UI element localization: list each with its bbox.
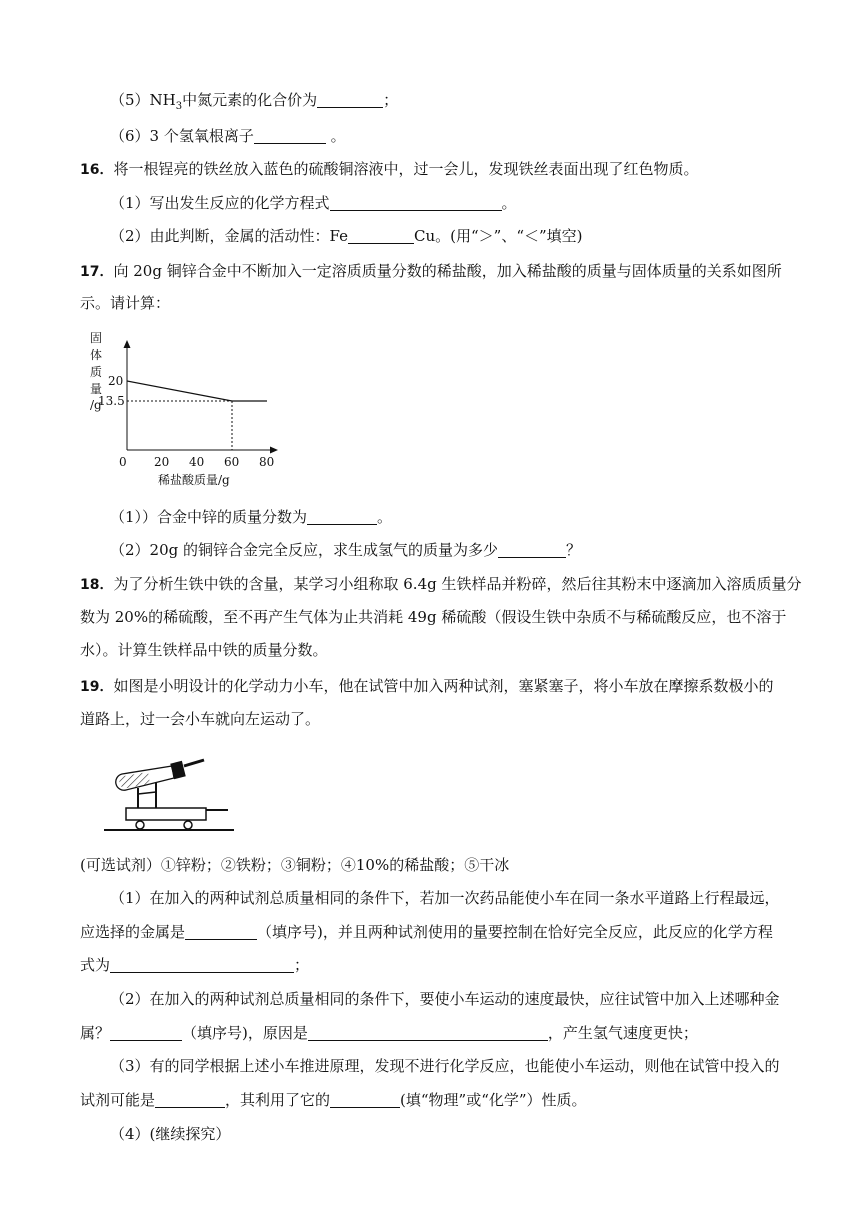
q19-part3-line1: （3）有的同学根据上述小车推进原理，发现不进行化学反应，也能使小车运动，则他在试管中投入的 [110, 1057, 780, 1075]
q16-2-text: （2）由此判断，金属的活动性：Fe [110, 227, 349, 245]
q18-text: 为了分析生铁中铁的含量，某学习小组称取 6.4g 生铁样品并粉碎，然后往其粉末中逐滴加入溶质质量分 [113, 575, 802, 593]
x-tick-label: 80 [259, 455, 275, 469]
q15-part5 [110, 90, 398, 110]
q15-6-text: （6）3 个氢氧根离子 [110, 127, 254, 145]
q18-line2: 数为 20%的稀硫酸，至不再产生气体为止共消耗 49g 稀硫酸（假设生铁中杂质不与稀硫酸反应，也不溶于 [80, 608, 787, 626]
q17-2-text: （2）20g 的铜锌合金完全反应，求生成氢气的质量为多少 [110, 541, 499, 559]
q19-3-text-mid: ，其利用了它的 [225, 1091, 331, 1109]
answer-blank[interactable] [330, 1091, 400, 1108]
q19-1-text-eq: 式为 [80, 956, 111, 974]
q16-stem [80, 159, 699, 180]
y-axis-arrow [124, 340, 131, 348]
q16-stem-text: 将一根锃亮的铁丝放入蓝色的硫酸铜溶液中，过一会儿，发现铁丝表面出现了红色物质。 [113, 160, 699, 178]
q17-stem-line2: 示。请计算： [80, 294, 171, 312]
q18-line1 [80, 574, 801, 595]
q15-5-text: 中氮元素的化合价为 [182, 91, 318, 109]
q19-line2: 道路上，过一会小车就向左运动了。 [80, 710, 321, 728]
series-line [127, 381, 267, 401]
q19-part3-line2 [80, 1090, 587, 1110]
question-number: 18． [80, 577, 114, 593]
answer-blank[interactable] [110, 1024, 182, 1041]
solid-mass-chart [84, 328, 294, 498]
answer-blank[interactable] [155, 1091, 225, 1108]
answer-blank[interactable] [330, 194, 502, 211]
y-axis-label-char-2: 体 [90, 348, 103, 362]
wheel-icon [136, 821, 144, 829]
q19-part2-line2 [80, 1023, 698, 1043]
car-body [126, 808, 206, 820]
test-tube-icon [116, 760, 204, 790]
q16-1-text: （1）写出发生反应的化学方程式 [110, 194, 330, 212]
q16-2-end: Cu。(用“＞”、“＜”填空) [414, 227, 583, 245]
q19-2-text-mid: （填序号)，原因是 [182, 1024, 308, 1042]
q15-5-end: ； [383, 91, 399, 109]
q19-text: 如图是小明设计的化学动力小车，他在试管中加入两种试剂，塞紧塞子，将小车放在摩擦系数极小的 [113, 677, 774, 695]
q16-1-end: 。 [501, 194, 517, 212]
q19-part4: （4）(继续探究） [110, 1125, 231, 1143]
q19-3-end: (填“物理”或“化学”）性质。 [400, 1091, 587, 1109]
question-number: 17． [80, 264, 114, 280]
answer-blank[interactable] [348, 227, 414, 244]
question-number: 19． [80, 679, 114, 695]
q19-part2-line1: （2）在加入的两种试剂总质量相同的条件下，要使小车运动的速度最快，应往试管中加入上述哪种金 [110, 990, 780, 1008]
x-tick-label: 60 [224, 455, 240, 469]
q17-part2 [110, 540, 581, 560]
q19-part1-line3 [80, 955, 309, 975]
wheel-icon [184, 821, 192, 829]
q19-2-text: 属？ [80, 1024, 111, 1042]
q15-part6 [110, 126, 346, 146]
q16-part2 [110, 226, 583, 246]
x-tick-label: 40 [189, 455, 205, 469]
q15-6-end: 。 [330, 127, 346, 145]
question-number: 16． [80, 162, 114, 178]
x-axis-label: 稀盐酸质量/g [158, 473, 230, 487]
y-tick-label: 20 [108, 374, 124, 388]
q19-1-text-cont: （填序号)，并且两种试剂使用的量要控制在恰好完全反应，此反应的化学方程 [257, 923, 773, 941]
y-axis-label-char-1: 固 [90, 331, 103, 345]
q17-2-end: ？ [566, 541, 582, 559]
q19-3-text: 试剂可能是 [80, 1091, 156, 1109]
q19-1-end: ； [294, 956, 310, 974]
q15-5-subscript: 3 [175, 101, 183, 112]
q17-stem-text: 向 20g 铜锌合金中不断加入一定溶质质量分数的稀盐酸，加入稀盐酸的质量与固体质量的关系如图所 [113, 262, 782, 280]
y-axis-label-char-5: /g [90, 398, 102, 412]
q17-1-end: 。 [377, 508, 393, 526]
q18-line3: 水）。计算生铁样品中铁的质量分数。 [80, 641, 328, 659]
x-axis-arrow [270, 447, 278, 454]
tube-stand-crossbar [138, 792, 156, 794]
answer-blank[interactable] [254, 127, 326, 144]
answer-blank[interactable] [308, 1024, 548, 1041]
y-axis-label-char-3: 质 [90, 365, 103, 379]
answer-blank[interactable] [185, 923, 257, 940]
q19-options: (可选试剂）①锌粉；②铁粉；③铜粉；④10%的稀盐酸；⑤干冰 [80, 856, 510, 874]
q19-part1-line2 [80, 922, 773, 942]
answer-blank[interactable] [110, 956, 294, 973]
y-axis-label-char-4: 量 [90, 382, 103, 396]
q19-part1-line1: （1）在加入的两种试剂总质量相同的条件下，若加一次药品能使小车在同一条水平道路上行程最远， [110, 889, 780, 907]
y-tick-label: 13.5 [98, 394, 125, 408]
q15-5-prefix: （5）NH [110, 91, 176, 109]
q19-1-text: 应选择的金属是 [80, 923, 186, 941]
q17-1-text: （1））合金中锌的质量分数为 [110, 508, 308, 526]
x-tick-label: 20 [154, 455, 170, 469]
x-tick-label: 0 [119, 455, 127, 469]
answer-blank[interactable] [307, 508, 377, 525]
q19-line1 [80, 676, 774, 697]
q16-part1 [110, 193, 517, 213]
chemical-car-illustration [100, 744, 240, 836]
answer-blank[interactable] [498, 541, 566, 558]
q17-part1 [110, 507, 392, 527]
q17-stem-line1 [80, 261, 782, 282]
answer-blank[interactable] [317, 91, 383, 108]
q19-2-end: ，产生氢气速度更快； [547, 1024, 698, 1042]
